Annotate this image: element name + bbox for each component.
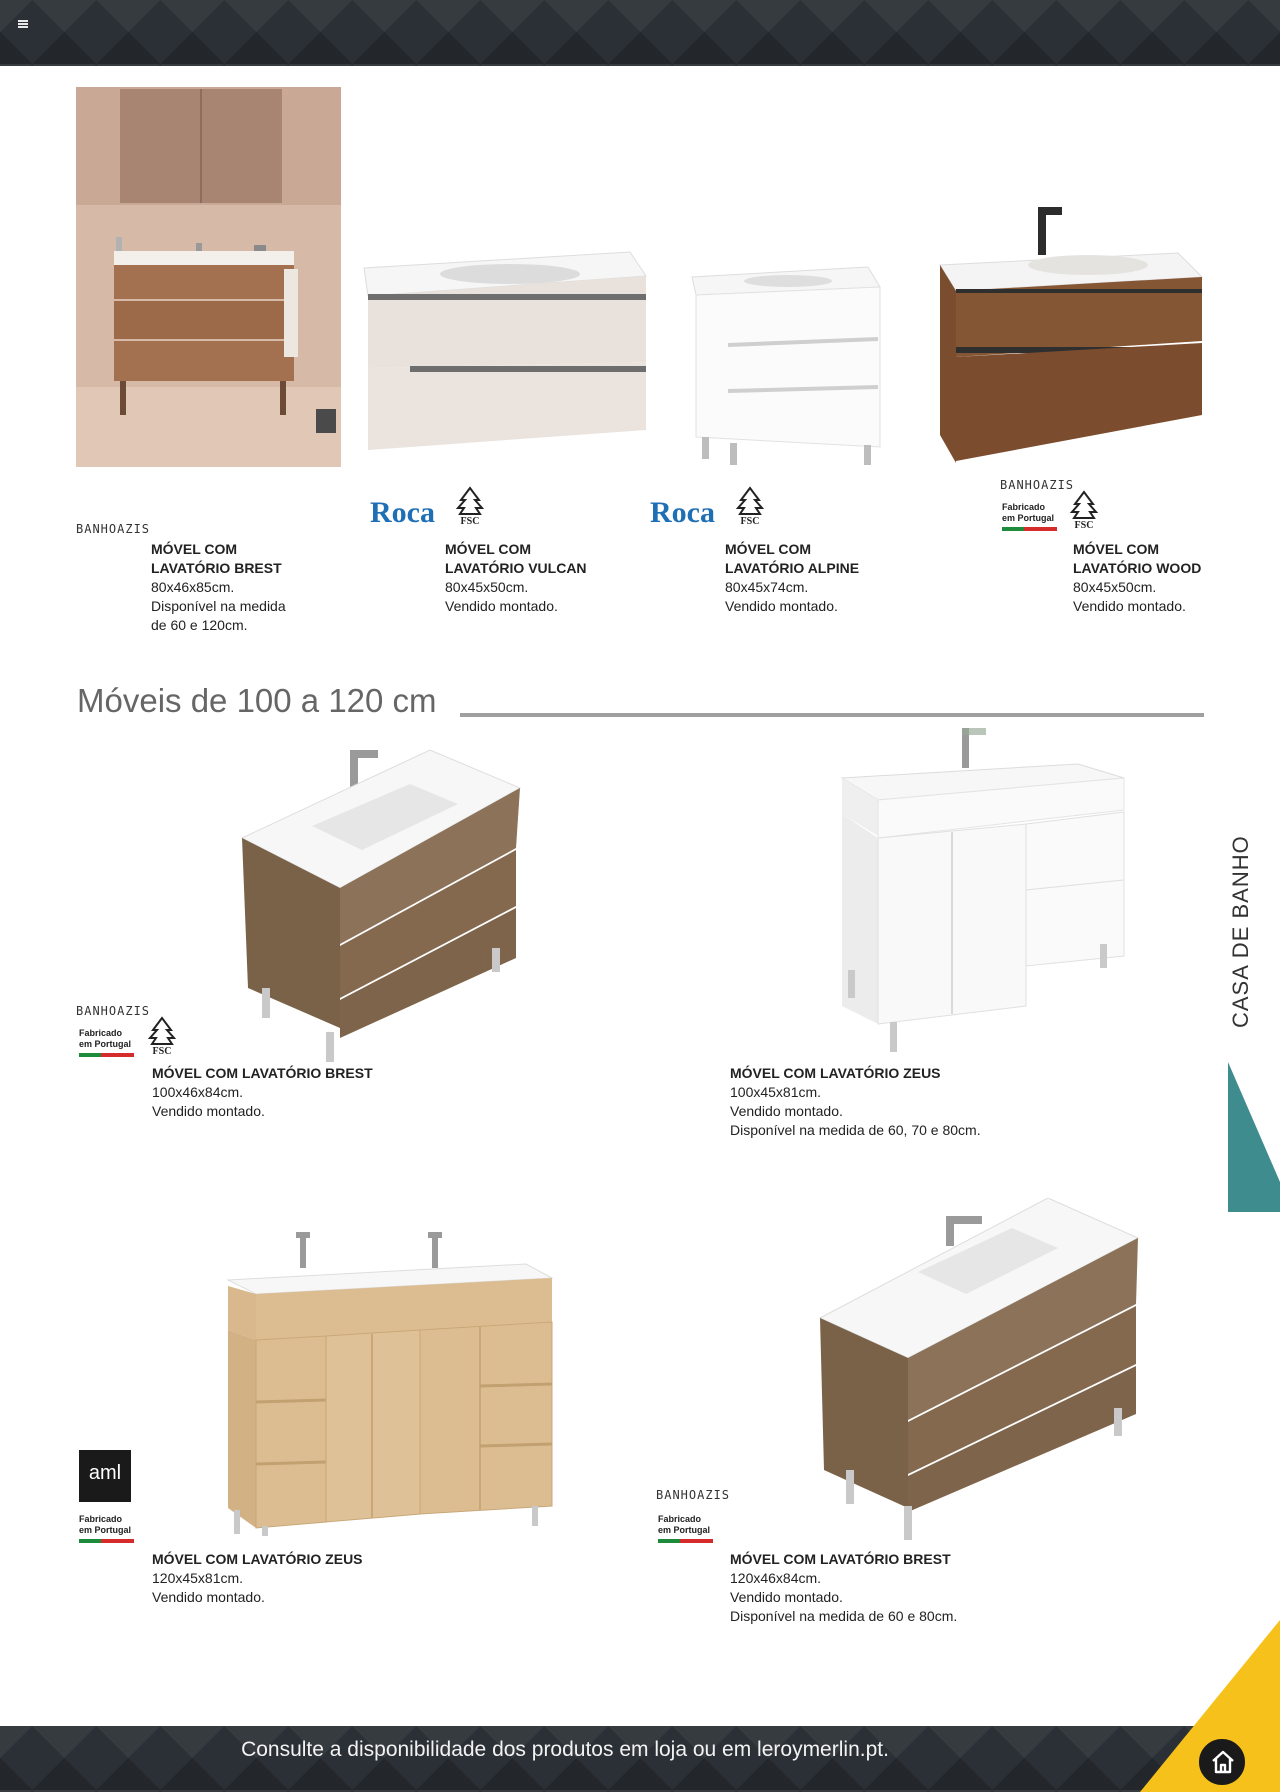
roca-logo: Roca [370, 496, 435, 529]
product-image-vulcan [360, 250, 650, 465]
fsc-label: FSC [1074, 520, 1094, 531]
product-desc: 120x45x81cm. [152, 1570, 244, 1586]
product-desc: Vendido montado. [1073, 598, 1186, 614]
aml-logo-text: aml [88, 1462, 122, 1484]
product-title: LAVATÓRIO ALPINE [725, 560, 860, 576]
product-desc: Vendido montado. [725, 598, 838, 614]
made-in-label: Fabricado [79, 1028, 123, 1038]
footer-text: Consulte a disponibilidade dos produtos em loja ou em leroymerlin.pt. [241, 1738, 889, 1761]
fsc-logo [450, 486, 490, 530]
product-desc: 80x45x50cm. [1073, 579, 1157, 595]
banhoazis-logo: BANHOAZIS [1000, 478, 1075, 492]
menu-icon[interactable] [18, 20, 28, 28]
product-info-alpine [725, 540, 925, 616]
product-title: LAVATÓRIO VULCAN [445, 560, 587, 576]
fsc-logo [1064, 490, 1104, 534]
product-image-wood [938, 205, 1208, 465]
made-in-label: em Portugal [1002, 513, 1055, 523]
made-in-portugal-badge [658, 1514, 728, 1543]
product-desc: Vendido montado. [152, 1589, 265, 1605]
portugal-flag-icon [1002, 527, 1057, 531]
product-title: MÓVEL COM [445, 541, 532, 557]
product-title: MÓVEL COM LAVATÓRIO BREST [152, 1065, 373, 1081]
roca-logo: Roca [650, 496, 715, 529]
teal-corner-tab [1228, 1062, 1280, 1212]
product-info-brest-100 [152, 1064, 492, 1121]
made-in-label: em Portugal [658, 1525, 711, 1535]
banhoazis-logo: BANHOAZIS [656, 1488, 731, 1502]
fsc-label: FSC [152, 1046, 172, 1057]
product-info-brest-80 [151, 540, 351, 635]
portugal-flag-icon [658, 1539, 713, 1543]
product-photo-brest-80 [76, 87, 341, 467]
product-title: MÓVEL COM LAVATÓRIO ZEUS [730, 1065, 941, 1081]
product-title: LAVATÓRIO BREST [151, 560, 282, 576]
fsc-logo [142, 1016, 182, 1060]
portugal-flag-icon [79, 1053, 134, 1057]
fsc-tree-icon [730, 486, 770, 518]
product-info-zeus-100 [730, 1064, 1130, 1140]
fsc-tree-icon [142, 1016, 182, 1048]
home-button[interactable] [1196, 1736, 1248, 1788]
made-in-portugal-badge [1002, 502, 1072, 531]
product-desc: 80x46x85cm. [151, 579, 235, 595]
fsc-tree-icon [1064, 490, 1104, 522]
section-title: Móveis de 100 a 120 cm [77, 682, 437, 719]
fsc-logo [730, 486, 770, 530]
product-image-zeus-120 [226, 1230, 556, 1538]
product-desc: de 60 e 120cm. [151, 617, 248, 633]
top-banner [0, 0, 1280, 66]
product-title: MÓVEL COM LAVATÓRIO ZEUS [152, 1551, 363, 1567]
fsc-label: FSC [460, 516, 480, 527]
product-desc: Vendido montado. [152, 1103, 265, 1119]
product-title: MÓVEL COM [151, 541, 238, 557]
product-desc: Vendido montado. [730, 1589, 843, 1605]
product-desc: 100x45x81cm. [730, 1084, 822, 1100]
made-in-label: em Portugal [79, 1039, 132, 1049]
made-in-portugal-badge [79, 1028, 149, 1057]
product-title: MÓVEL COM LAVATÓRIO BREST [730, 1551, 951, 1567]
product-title: MÓVEL COM [1073, 541, 1160, 557]
product-image-zeus-100 [838, 726, 1128, 1056]
product-info-brest-120 [730, 1550, 1130, 1626]
fsc-tree-icon [450, 486, 490, 518]
product-desc: 120x46x84cm. [730, 1570, 822, 1586]
home-icon [1210, 1749, 1236, 1775]
made-in-label: Fabricado [1002, 502, 1046, 512]
product-desc: Vendido montado. [730, 1103, 843, 1119]
product-title: MÓVEL COM [725, 541, 812, 557]
banhoazis-logo: BANHOAZIS [76, 1004, 151, 1018]
product-info-wood [1073, 540, 1273, 616]
product-info-vulcan [445, 540, 645, 616]
side-category-text: CASA DE BANHO [1228, 835, 1253, 1028]
made-in-label: Fabricado [79, 1514, 123, 1524]
product-desc: Disponível na medida de 60, 70 e 80cm. [730, 1122, 981, 1138]
fsc-label: FSC [740, 516, 760, 527]
made-in-portugal-badge [79, 1514, 149, 1543]
product-info-zeus-120 [152, 1550, 492, 1607]
product-image-brest-120 [818, 1198, 1140, 1542]
banhoazis-logo: BANHOAZIS [76, 522, 151, 536]
made-in-label: em Portugal [79, 1525, 132, 1535]
section-divider [460, 713, 1204, 717]
product-desc: 80x45x50cm. [445, 579, 529, 595]
product-desc: Vendido montado. [445, 598, 558, 614]
product-desc: 100x46x84cm. [152, 1084, 244, 1100]
aml-logo [79, 1450, 131, 1502]
portugal-flag-icon [79, 1539, 134, 1543]
product-desc: Disponível na medida [151, 598, 286, 614]
product-desc: Disponível na medida de 60 e 80cm. [730, 1608, 958, 1624]
product-desc: 80x45x74cm. [725, 579, 809, 595]
made-in-label: Fabricado [658, 1514, 702, 1524]
product-image-brest-100 [240, 748, 522, 1066]
side-category-label [1228, 835, 1258, 1028]
product-image-alpine [688, 265, 883, 470]
product-title: LAVATÓRIO WOOD [1073, 560, 1202, 576]
